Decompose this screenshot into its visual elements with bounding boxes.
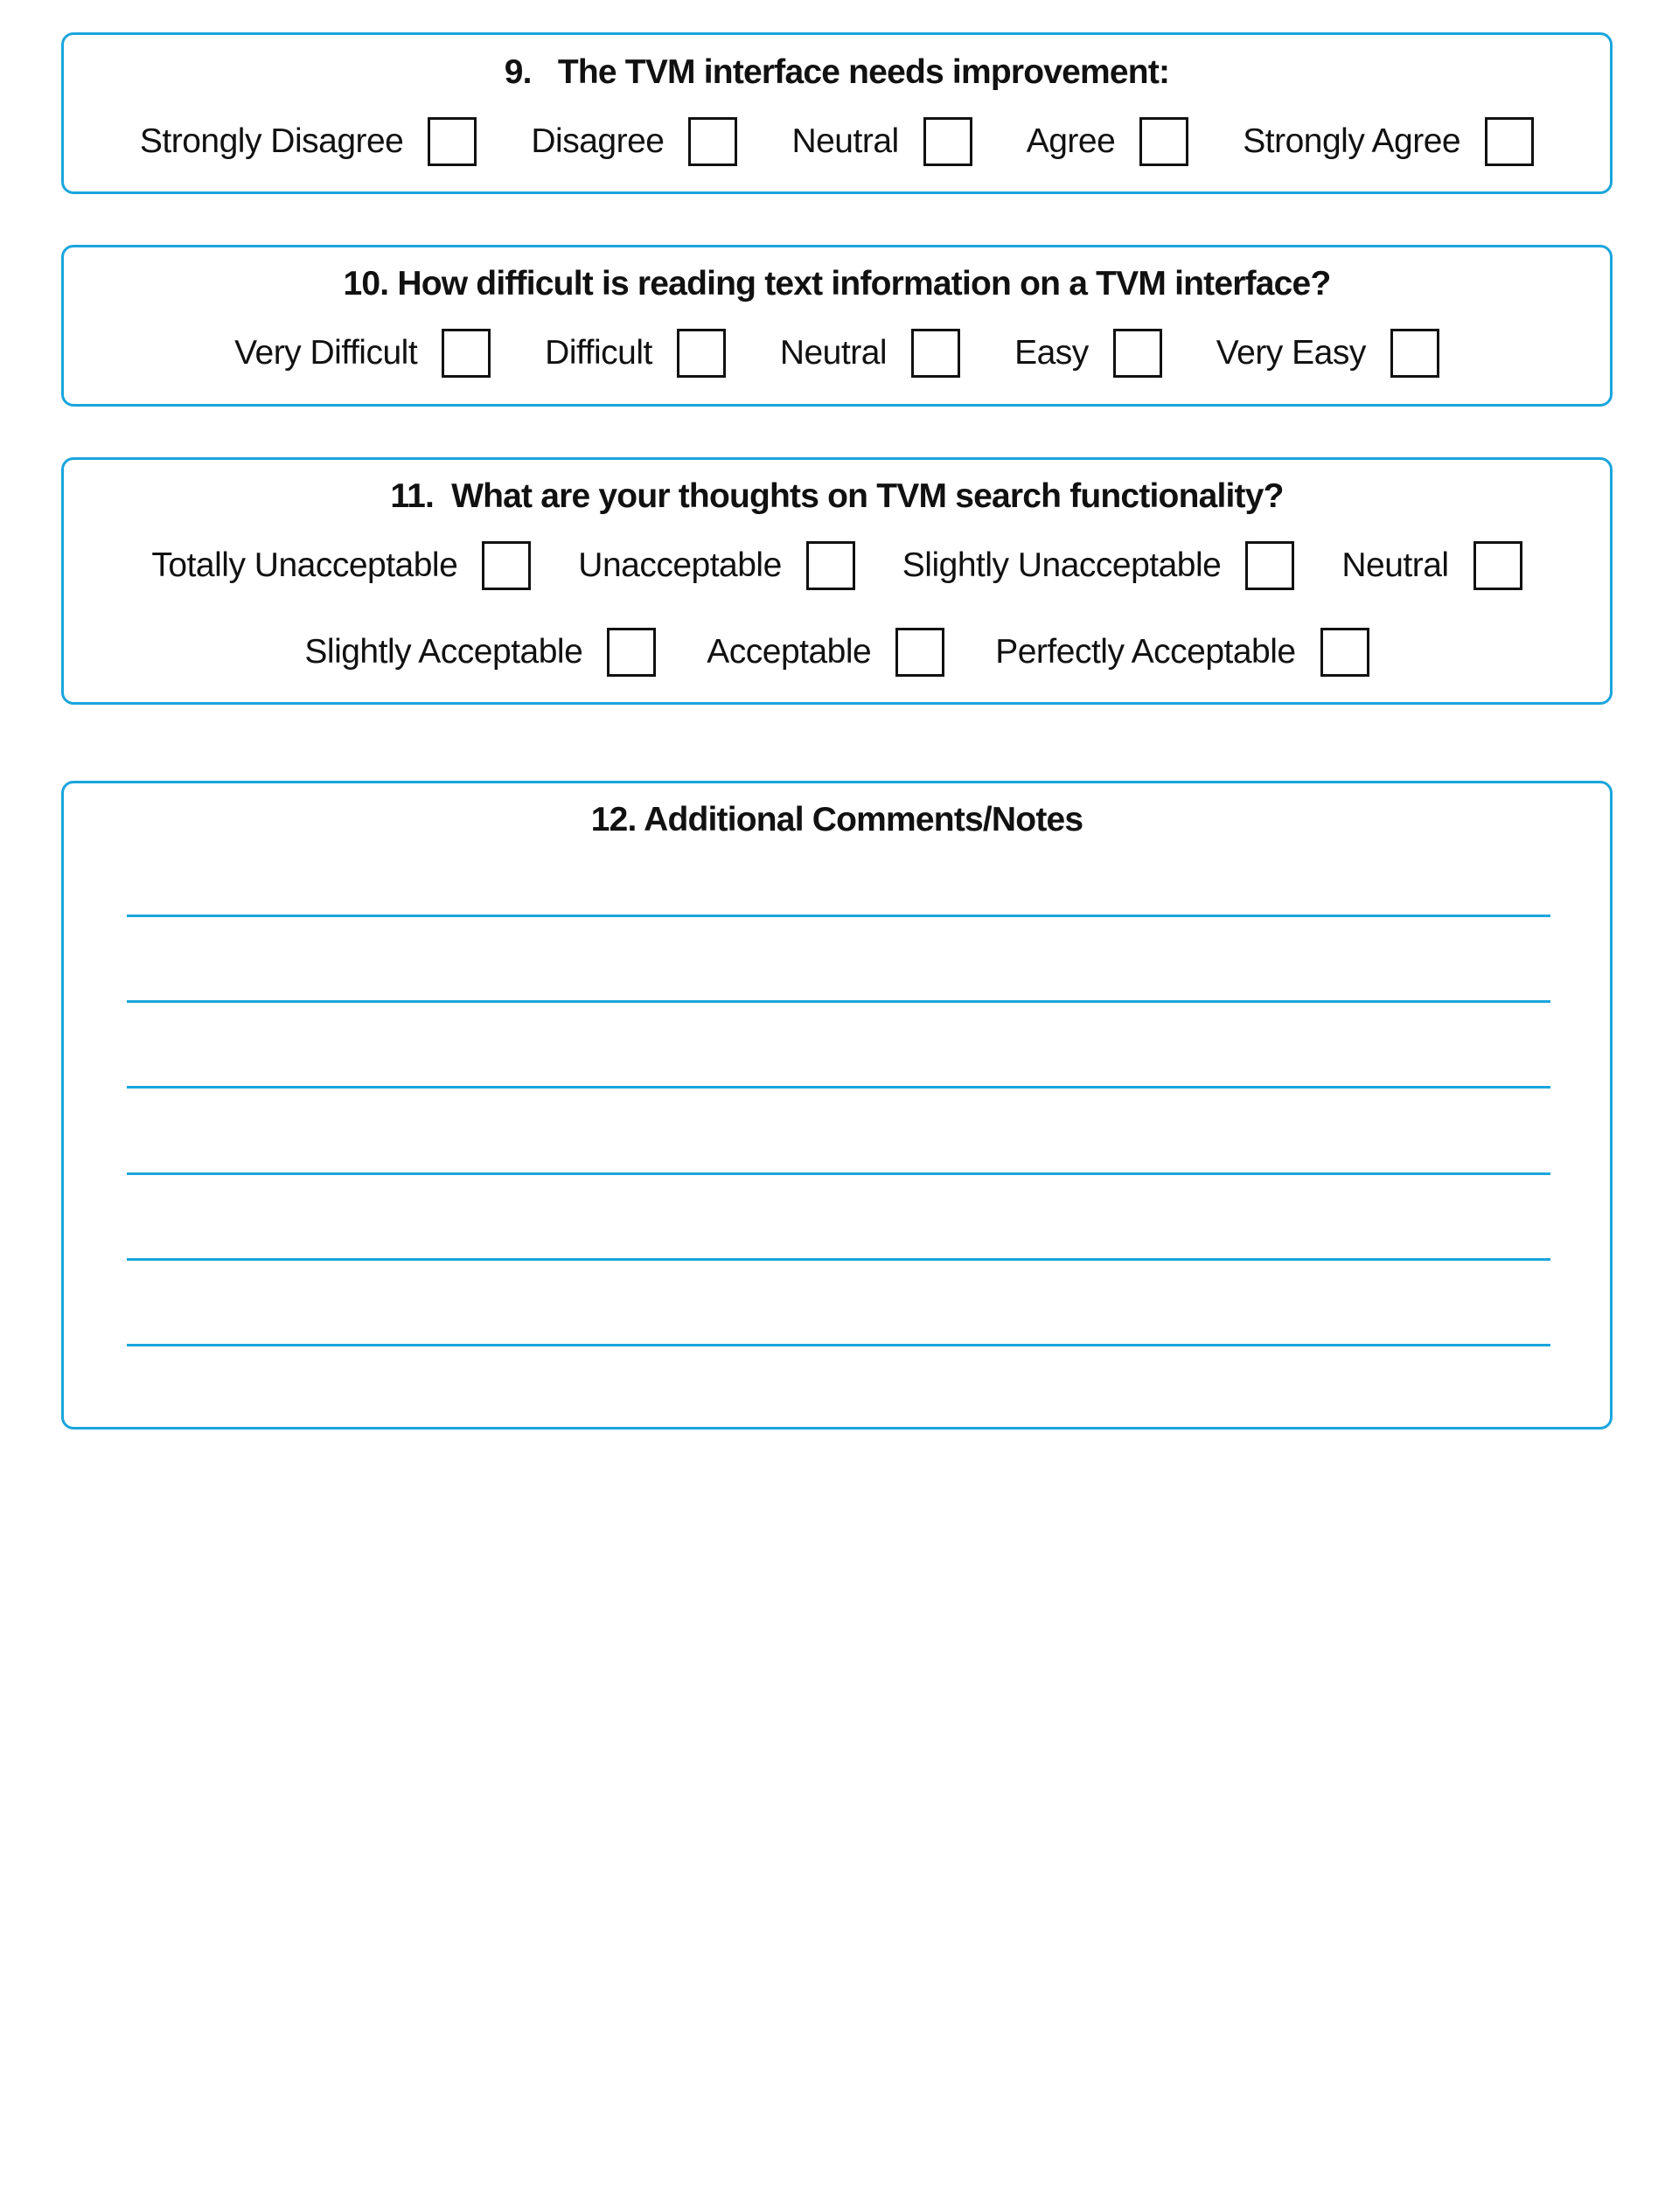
question-11-options-row-2: [64, 628, 1610, 677]
checkbox-very-easy[interactable]: [1390, 329, 1439, 378]
question-12-title: 12. Additional Comments/Notes: [590, 801, 1083, 838]
option-neutral: [780, 329, 960, 378]
checkbox-acceptable[interactable]: [895, 628, 944, 677]
option-disagree: [531, 117, 737, 166]
option-label: Neutral: [779, 334, 888, 372]
comment-line-2[interactable]: [127, 1000, 1550, 1003]
option-strongly-disagree: [140, 117, 477, 166]
question-10-options: [64, 329, 1610, 378]
option-difficult: [545, 329, 726, 378]
checkbox-slightly-unacceptable[interactable]: [1245, 541, 1294, 590]
checkbox-disagree[interactable]: [688, 117, 737, 166]
question-9-title: 9. The TVM interface needs improvement:: [504, 53, 1170, 91]
question-9-options: [64, 117, 1610, 166]
option-label: Acceptable: [707, 633, 872, 671]
option-perfectly-acceptable: [995, 628, 1369, 677]
checkbox-neutral[interactable]: [923, 117, 972, 166]
option-label: Unacceptable: [578, 546, 782, 584]
comment-line-6[interactable]: [127, 1344, 1550, 1346]
option-neutral: [791, 117, 972, 166]
comment-line-5[interactable]: [127, 1258, 1550, 1261]
option-label: Disagree: [531, 122, 665, 160]
comment-line-3[interactable]: [127, 1086, 1550, 1089]
option-label: Strongly Agree: [1243, 122, 1461, 160]
option-label: Agree: [1026, 122, 1116, 160]
checkbox-strongly-disagree[interactable]: [428, 117, 477, 166]
question-11-title: 11. What are your thoughts on TVM search functionality?: [390, 477, 1284, 515]
checkbox-unacceptable[interactable]: [806, 541, 855, 590]
comment-line-1[interactable]: [127, 915, 1550, 917]
option-label: Perfectly Acceptable: [995, 633, 1296, 671]
option-label: Neutral: [1341, 546, 1449, 584]
option-label: Slightly Unacceptable: [902, 546, 1222, 584]
question-10-title: 10. How difficult is reading text information on a TVM interface?: [343, 265, 1331, 303]
checkbox-neutral[interactable]: [1473, 541, 1522, 590]
checkbox-difficult[interactable]: [677, 329, 726, 378]
option-very-difficult: [234, 329, 491, 378]
option-label: Slightly Acceptable: [304, 633, 583, 671]
checkbox-neutral[interactable]: [911, 329, 960, 378]
checkbox-very-difficult[interactable]: [442, 329, 491, 378]
option-label: Very Easy: [1216, 334, 1366, 372]
checkbox-slightly-acceptable[interactable]: [607, 628, 656, 677]
option-acceptable: [707, 628, 944, 677]
checkbox-strongly-agree[interactable]: [1485, 117, 1534, 166]
option-label: Very Difficult: [234, 334, 418, 372]
option-label: Difficult: [545, 334, 652, 372]
option-very-easy: [1216, 329, 1439, 378]
option-strongly-agree: [1243, 117, 1534, 166]
option-label: Neutral: [791, 122, 899, 160]
option-totally-unacceptable: [151, 541, 531, 590]
option-label: Totally Unacceptable: [151, 546, 458, 584]
option-label: Strongly Disagree: [139, 122, 404, 160]
question-11-options-row-1: [64, 541, 1610, 590]
question-9-panel: [61, 32, 1613, 194]
checkbox-totally-unacceptable[interactable]: [482, 541, 531, 590]
checkbox-agree[interactable]: [1139, 117, 1188, 166]
option-slightly-acceptable: [304, 628, 656, 677]
checkbox-easy[interactable]: [1113, 329, 1162, 378]
option-slightly-unacceptable: [902, 541, 1295, 590]
option-neutral: [1341, 541, 1522, 590]
question-11-panel: [61, 457, 1613, 705]
option-unacceptable: [578, 541, 855, 590]
comment-line-4[interactable]: [127, 1172, 1550, 1175]
option-agree: [1027, 117, 1189, 166]
option-easy: [1014, 329, 1162, 378]
checkbox-perfectly-acceptable[interactable]: [1320, 628, 1369, 677]
question-12-panel: [61, 781, 1613, 1429]
option-label: Easy: [1014, 334, 1089, 372]
question-10-panel: [61, 245, 1613, 407]
